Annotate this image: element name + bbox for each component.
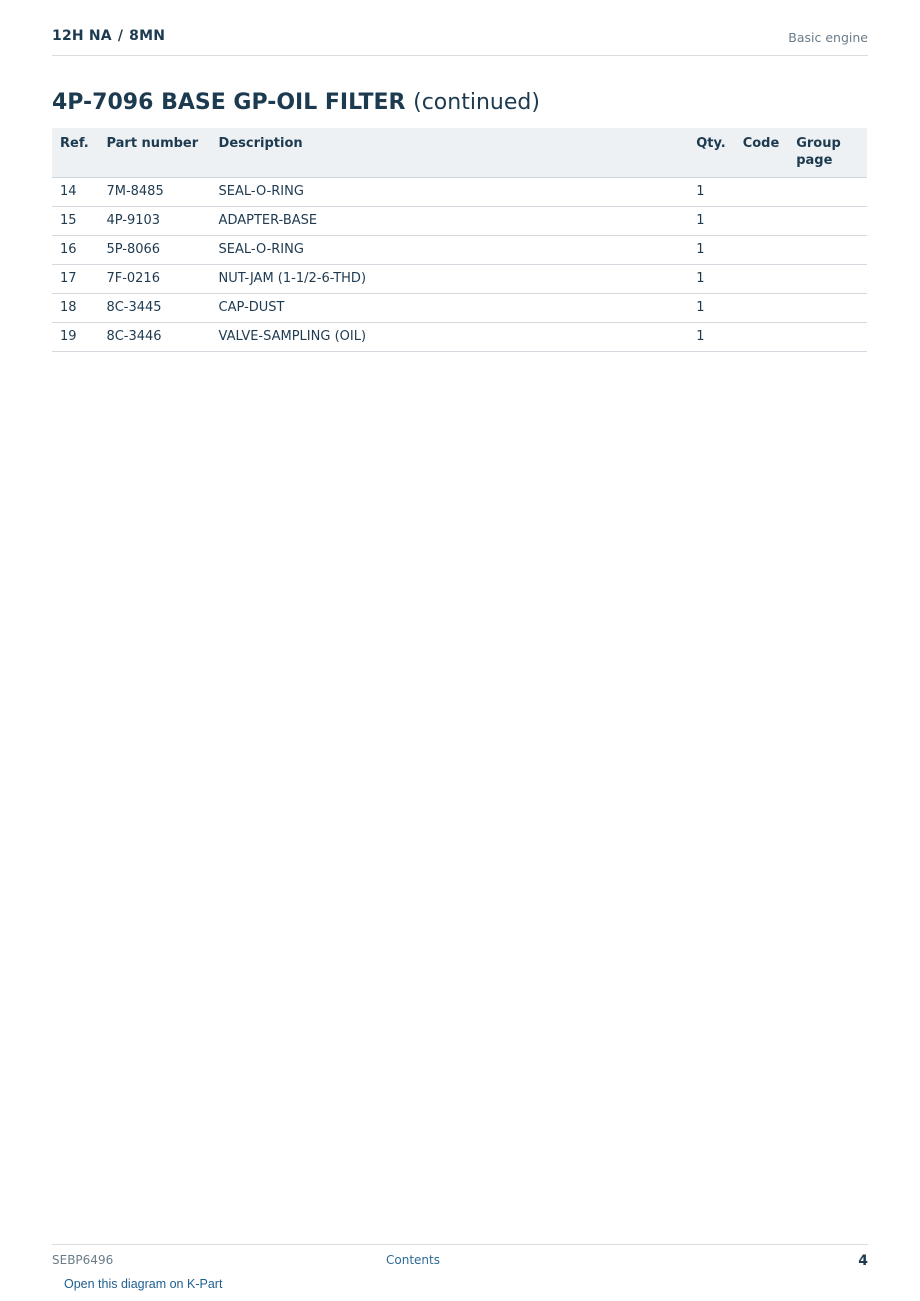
column-header-ref: Ref. [52,128,98,178]
cell-code [735,294,789,323]
cell-group-page [788,178,867,207]
cell-ref: 18 [52,294,98,323]
cell-ref: 19 [52,323,98,352]
cell-ref: 14 [52,178,98,207]
cell-qty: 1 [688,236,734,265]
page-footer [52,1244,868,1301]
cell-qty: 1 [688,323,734,352]
open-diagram-kpart-link[interactable]: Open this diagram on K-Part [64,1277,223,1291]
table-row [52,236,867,265]
cell-code [735,323,789,352]
cell-code [735,178,789,207]
cell-part-number: 5P-8066 [98,236,210,265]
cell-group-page [788,323,867,352]
table-row [52,294,867,323]
cell-part-number: 8C-3445 [98,294,210,323]
column-header-code: Code [735,128,789,178]
cell-code [735,236,789,265]
table-row [52,207,867,236]
cell-description: SEAL-O-RING [211,236,689,265]
cell-qty: 1 [688,265,734,294]
cell-description: CAP-DUST [211,294,689,323]
parts-table-header [52,128,867,178]
section-name: Basic engine [788,30,868,45]
table-header-row [52,128,867,178]
model-separator: / [117,28,124,44]
page-title [52,89,540,117]
cell-ref: 15 [52,207,98,236]
page-header [52,28,868,56]
model-name: 12H NA [52,28,112,44]
cell-group-page [788,236,867,265]
parts-table-body [52,178,867,352]
parts-table [52,128,867,352]
cell-code [735,207,789,236]
cell-group-page [788,294,867,323]
cell-code [735,265,789,294]
table-row [52,265,867,294]
model-designation [52,28,165,44]
cell-part-number: 7F-0216 [98,265,210,294]
cell-qty: 1 [688,207,734,236]
cell-qty: 1 [688,178,734,207]
page-title-suffix: (continued) [413,90,540,115]
contents-link[interactable]: Contents [386,1253,440,1267]
cell-part-number: 4P-9103 [98,207,210,236]
cell-part-number: 7M-8485 [98,178,210,207]
column-header-group-page: Group page [788,128,867,178]
column-header-description: Description [211,128,689,178]
cell-part-number: 8C-3446 [98,323,210,352]
column-header-part-number: Part number [98,128,210,178]
page-number: 4 [858,1253,868,1269]
column-header-qty: Qty. [688,128,734,178]
cell-qty: 1 [688,294,734,323]
cell-group-page [788,265,867,294]
cell-ref: 16 [52,236,98,265]
document-id: SEBP6496 [52,1253,114,1267]
cell-ref: 17 [52,265,98,294]
cell-description: VALVE-SAMPLING (OIL) [211,323,689,352]
cell-description: NUT-JAM (1-1/2-6-THD) [211,265,689,294]
cell-description: ADAPTER-BASE [211,207,689,236]
cell-group-page [788,207,867,236]
page-title-main: 4P-7096 BASE GP-OIL FILTER [52,90,406,115]
serial-prefix: 8MN [129,28,166,44]
table-row [52,178,867,207]
cell-description: SEAL-O-RING [211,178,689,207]
table-row [52,323,867,352]
